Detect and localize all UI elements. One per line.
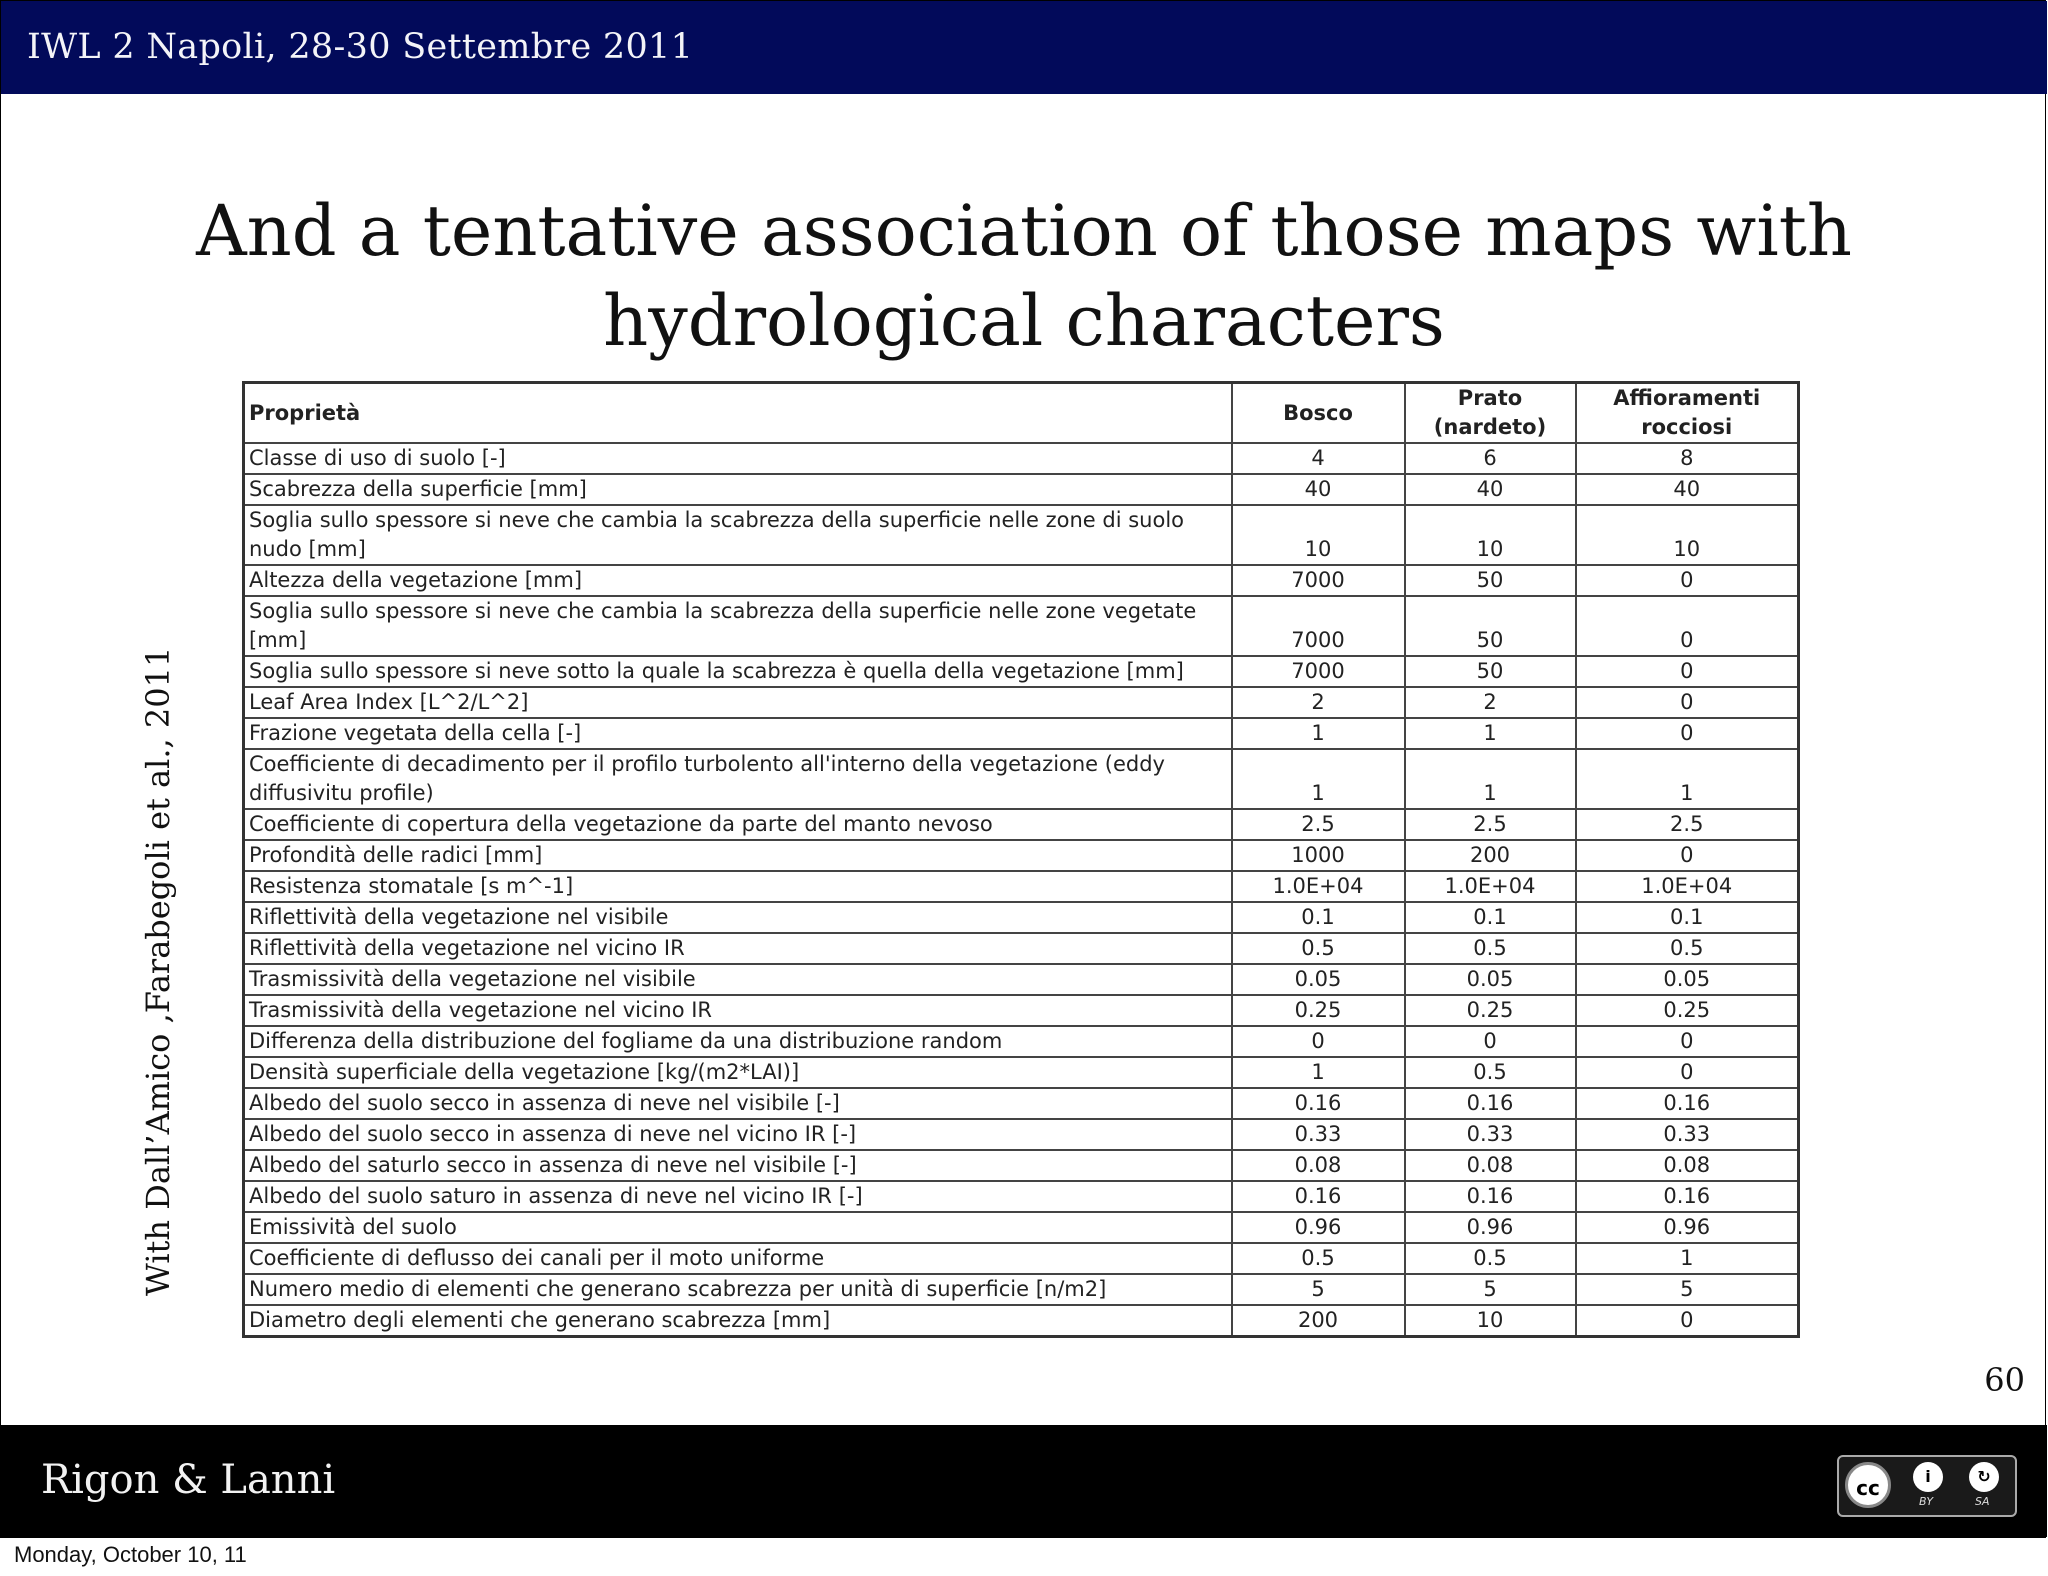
table-row: [244, 505, 1799, 565]
table-row: [244, 933, 1799, 964]
affioramenti-value-cell: 0: [1576, 1305, 1799, 1337]
header-affioramenti-line2: rocciosi: [1641, 415, 1733, 439]
property-name-cell: Coefficiente di deflusso dei canali per il moto uniforme: [244, 1243, 1232, 1274]
title-line-1: And a tentative association of those maps with: [196, 190, 1852, 272]
table-body: [244, 443, 1799, 1337]
bosco-value-cell: 0.08: [1232, 1150, 1405, 1181]
bosco-value-cell: 0.5: [1232, 933, 1405, 964]
property-name-cell: Classe di uso di suolo [-]: [244, 443, 1232, 474]
affioramenti-value-cell: 0.08: [1576, 1150, 1799, 1181]
affioramenti-value-cell: 5: [1576, 1274, 1799, 1305]
property-name-cell: Trasmissività della vegetazione nel visibile: [244, 964, 1232, 995]
slide-footer: [1, 1425, 2047, 1537]
bosco-value-cell: 0.96: [1232, 1212, 1405, 1243]
affioramenti-value-cell: 1: [1576, 749, 1799, 809]
property-name-cell: Differenza della distribuzione del fogliame da una distribuzione random: [244, 1026, 1232, 1057]
property-name-cell: Soglia sullo spessore si neve che cambia la scabrezza della superficie nelle zone di suolo nudo [mm]: [244, 505, 1232, 565]
affioramenti-value-cell: 0: [1576, 1026, 1799, 1057]
prato-value-cell: 0: [1405, 1026, 1576, 1057]
bosco-value-cell: 7000: [1232, 596, 1405, 656]
prato-value-cell: 0.96: [1405, 1212, 1576, 1243]
table-row: [244, 902, 1799, 933]
bosco-value-cell: 1.0E+04: [1232, 871, 1405, 902]
bosco-value-cell: 0.5: [1232, 1243, 1405, 1274]
bosco-value-cell: 2: [1232, 687, 1405, 718]
affioramenti-value-cell: 0.16: [1576, 1181, 1799, 1212]
header-affioramenti-line1: Affioramenti: [1613, 386, 1761, 410]
slide-header: [1, 1, 2047, 94]
prato-value-cell: 0.16: [1405, 1088, 1576, 1119]
prato-value-cell: 5: [1405, 1274, 1576, 1305]
affioramenti-value-cell: 0: [1576, 656, 1799, 687]
bosco-value-cell: 0.1: [1232, 902, 1405, 933]
by-label: BY: [1919, 1495, 1934, 1508]
affioramenti-value-cell: 1.0E+04: [1576, 871, 1799, 902]
affioramenti-value-cell: 0: [1576, 687, 1799, 718]
table-row: [244, 1150, 1799, 1181]
cc-icon: cc: [1845, 1462, 1891, 1508]
bosco-value-cell: 7000: [1232, 565, 1405, 596]
table-row: [244, 995, 1799, 1026]
bosco-value-cell: 0.33: [1232, 1119, 1405, 1150]
sa-label: SA: [1975, 1495, 1990, 1508]
prato-value-cell: 0.5: [1405, 1057, 1576, 1088]
bosco-value-cell: 0.16: [1232, 1181, 1405, 1212]
property-name-cell: Soglia sullo spessore si neve sotto la quale la scabrezza è quella della vegetazione [mm]: [244, 656, 1232, 687]
prato-value-cell: 1.0E+04: [1405, 871, 1576, 902]
affioramenti-value-cell: 0.05: [1576, 964, 1799, 995]
table-row: [244, 1119, 1799, 1150]
creative-commons-by-sa-icon: [1837, 1455, 2017, 1517]
property-name-cell: Coefficiente di decadimento per il profilo turbolento all'interno della vegetazione (eddy diffusivitu profile): [244, 749, 1232, 809]
bosco-value-cell: 200: [1232, 1305, 1405, 1337]
property-name-cell: Soglia sullo spessore si neve che cambia la scabrezza della superficie nelle zone vegetate [mm]: [244, 596, 1232, 656]
title-line-2: hydrological characters: [603, 280, 1445, 362]
property-name-cell: Resistenza stomatale [s m^-1]: [244, 871, 1232, 902]
property-name-cell: Albedo del suolo secco in assenza di neve nel vicino IR [-]: [244, 1119, 1232, 1150]
prato-value-cell: 40: [1405, 474, 1576, 505]
header-prato: [1405, 383, 1576, 444]
affioramenti-value-cell: 0.16: [1576, 1088, 1799, 1119]
table-row: [244, 871, 1799, 902]
prato-value-cell: 0.1: [1405, 902, 1576, 933]
table-row: [244, 443, 1799, 474]
bosco-value-cell: 1: [1232, 749, 1405, 809]
header-prato-line2: (nardeto): [1433, 415, 1547, 439]
affioramenti-value-cell: 0.96: [1576, 1212, 1799, 1243]
header-affioramenti: [1576, 383, 1799, 444]
prato-value-cell: 10: [1405, 1305, 1576, 1337]
table-row: [244, 1212, 1799, 1243]
property-name-cell: Frazione vegetata della cella [-]: [244, 718, 1232, 749]
table-row: [244, 1057, 1799, 1088]
property-name-cell: Albedo del suolo secco in assenza di neve nel visibile [-]: [244, 1088, 1232, 1119]
bosco-value-cell: 2.5: [1232, 809, 1405, 840]
affioramenti-value-cell: 0: [1576, 718, 1799, 749]
prato-value-cell: 1: [1405, 718, 1576, 749]
prato-value-cell: 2: [1405, 687, 1576, 718]
side-credit: With Dall’Amico ,Farabegoli et al., 2011: [139, 646, 177, 1296]
affioramenti-value-cell: 10: [1576, 505, 1799, 565]
bosco-value-cell: 10: [1232, 505, 1405, 565]
bosco-value-cell: 0.05: [1232, 964, 1405, 995]
table-row: [244, 1088, 1799, 1119]
affioramenti-value-cell: 8: [1576, 443, 1799, 474]
property-name-cell: Densità superficiale della vegetazione [kg/(m2*LAI)]: [244, 1057, 1232, 1088]
affioramenti-value-cell: 2.5: [1576, 809, 1799, 840]
property-name-cell: Albedo del saturlo secco in assenza di neve nel visibile [-]: [244, 1150, 1232, 1181]
property-name-cell: Trasmissività della vegetazione nel vicino IR: [244, 995, 1232, 1026]
bosco-value-cell: 1: [1232, 1057, 1405, 1088]
bosco-value-cell: 5: [1232, 1274, 1405, 1305]
table-row: [244, 964, 1799, 995]
bosco-value-cell: 0: [1232, 1026, 1405, 1057]
affioramenti-value-cell: 0.33: [1576, 1119, 1799, 1150]
bosco-value-cell: 7000: [1232, 656, 1405, 687]
property-name-cell: Albedo del suolo saturo in assenza di neve nel vicino IR [-]: [244, 1181, 1232, 1212]
table-row: [244, 840, 1799, 871]
property-name-cell: Riflettività della vegetazione nel visibile: [244, 902, 1232, 933]
bosco-value-cell: 1000: [1232, 840, 1405, 871]
property-name-cell: Emissività del suolo: [244, 1212, 1232, 1243]
property-name-cell: Diametro degli elementi che generano scabrezza [mm]: [244, 1305, 1232, 1337]
header-property: Proprietà: [244, 383, 1232, 444]
slide-title: [1, 186, 2047, 366]
bosco-value-cell: 1: [1232, 718, 1405, 749]
sa-icon: ↻: [1969, 1462, 1999, 1492]
table-row: [244, 687, 1799, 718]
table-header-row: [244, 383, 1799, 444]
prato-value-cell: 6: [1405, 443, 1576, 474]
by-icon: i: [1913, 1462, 1943, 1492]
property-name-cell: Coefficiente di copertura della vegetazione da parte del manto nevoso: [244, 809, 1232, 840]
affioramenti-value-cell: 0: [1576, 840, 1799, 871]
prato-value-cell: 50: [1405, 596, 1576, 656]
affioramenti-value-cell: 0: [1576, 596, 1799, 656]
prato-value-cell: 10: [1405, 505, 1576, 565]
header-text: IWL 2 Napoli, 28-30 Settembre 2011: [27, 27, 694, 67]
properties-table: [242, 381, 1800, 1338]
table-row: [244, 1181, 1799, 1212]
affioramenti-value-cell: 0: [1576, 1057, 1799, 1088]
table-row: [244, 1305, 1799, 1337]
property-name-cell: Altezza della vegetazione [mm]: [244, 565, 1232, 596]
table-row: [244, 1026, 1799, 1057]
affioramenti-value-cell: 0.5: [1576, 933, 1799, 964]
table-row: [244, 1243, 1799, 1274]
header-prato-line1: Prato: [1457, 386, 1523, 410]
table-row: [244, 718, 1799, 749]
prato-value-cell: 0.5: [1405, 1243, 1576, 1274]
table-row: [244, 749, 1799, 809]
prato-value-cell: 50: [1405, 565, 1576, 596]
table-row: [244, 656, 1799, 687]
table-row: [244, 809, 1799, 840]
affioramenti-value-cell: 0.25: [1576, 995, 1799, 1026]
prato-value-cell: 2.5: [1405, 809, 1576, 840]
affioramenti-value-cell: 0: [1576, 565, 1799, 596]
table-row: [244, 596, 1799, 656]
property-name-cell: Leaf Area Index [L^2/L^2]: [244, 687, 1232, 718]
print-date: Monday, October 10, 11: [14, 1542, 247, 1567]
bosco-value-cell: 40: [1232, 474, 1405, 505]
table-row: [244, 474, 1799, 505]
bosco-value-cell: 0.25: [1232, 995, 1405, 1026]
prato-value-cell: 50: [1405, 656, 1576, 687]
table-row: [244, 1274, 1799, 1305]
property-name-cell: Numero medio di elementi che generano scabrezza per unità di superficie [n/m2]: [244, 1274, 1232, 1305]
page-number: 60: [1984, 1361, 2025, 1399]
table-row: [244, 565, 1799, 596]
affioramenti-value-cell: 1: [1576, 1243, 1799, 1274]
prato-value-cell: 0.33: [1405, 1119, 1576, 1150]
header-bosco: Bosco: [1232, 383, 1405, 444]
affioramenti-value-cell: 40: [1576, 474, 1799, 505]
property-name-cell: Riflettività della vegetazione nel vicino IR: [244, 933, 1232, 964]
bosco-value-cell: 0.16: [1232, 1088, 1405, 1119]
prato-value-cell: 1: [1405, 749, 1576, 809]
prato-value-cell: 0.05: [1405, 964, 1576, 995]
property-name-cell: Scabrezza della superficie [mm]: [244, 474, 1232, 505]
prato-value-cell: 0.25: [1405, 995, 1576, 1026]
prato-value-cell: 0.5: [1405, 933, 1576, 964]
footer-authors: Rigon & Lanni: [41, 1457, 336, 1503]
prato-value-cell: 0.08: [1405, 1150, 1576, 1181]
affioramenti-value-cell: 0.1: [1576, 902, 1799, 933]
prato-value-cell: 0.16: [1405, 1181, 1576, 1212]
prato-value-cell: 200: [1405, 840, 1576, 871]
property-name-cell: Profondità delle radici [mm]: [244, 840, 1232, 871]
bosco-value-cell: 4: [1232, 443, 1405, 474]
